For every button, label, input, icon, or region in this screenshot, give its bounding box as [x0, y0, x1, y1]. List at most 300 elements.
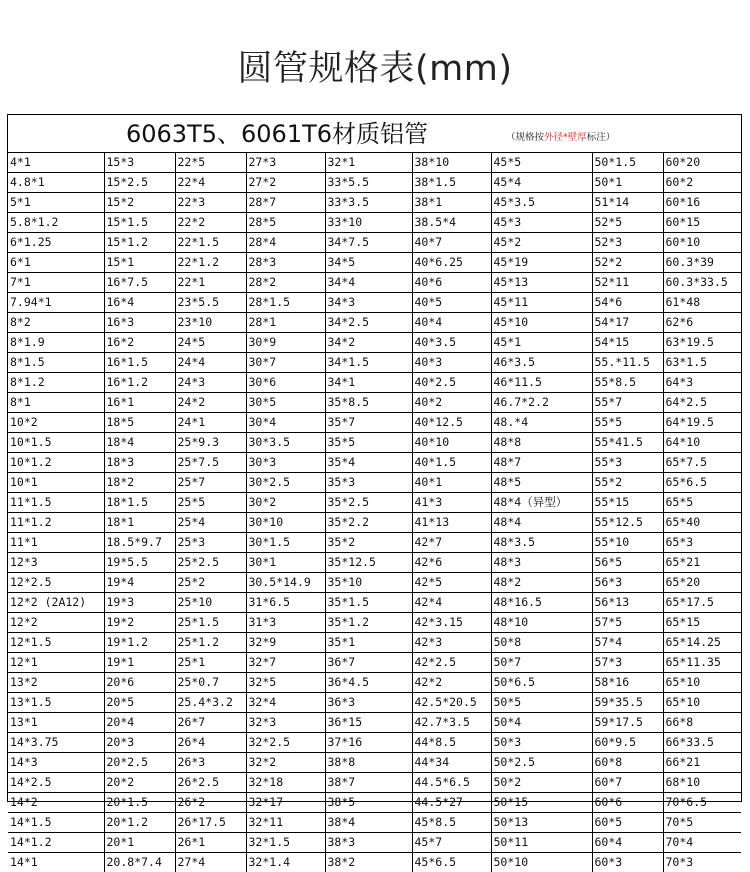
- table-cell: 57*5: [592, 613, 663, 633]
- table-cell: 42.7*3.5: [412, 713, 491, 733]
- table-cell: 26*2.5: [175, 773, 246, 793]
- table-cell: 35*2.2: [325, 513, 412, 533]
- table-cell: 14*2.5: [8, 773, 104, 793]
- table-cell: 50*2.5: [491, 753, 592, 773]
- table-cell: 38*4: [325, 813, 412, 833]
- table-cell: 60*3: [592, 853, 663, 872]
- table-cell: 42*7: [412, 533, 491, 553]
- table-cell: 34*4: [325, 273, 412, 293]
- table-cell: 40*1.5: [412, 453, 491, 473]
- table-row: [8, 433, 741, 453]
- table-cell: 57*4: [592, 633, 663, 653]
- table-cell: 59*17.5: [592, 713, 663, 733]
- table-row: [8, 453, 741, 473]
- table-row: [8, 673, 741, 693]
- table-cell: 25*7: [175, 473, 246, 493]
- table-cell: 30*6: [246, 373, 325, 393]
- table-cell: 32*18: [246, 773, 325, 793]
- table-cell: 40*7: [412, 233, 491, 253]
- table-cell: 34*5: [325, 253, 412, 273]
- table-cell: 15*1: [104, 253, 175, 273]
- table-cell: 35*1.2: [325, 613, 412, 633]
- table-cell: 24*4: [175, 353, 246, 373]
- table-cell: 40*12.5: [412, 413, 491, 433]
- table-cell: 70*6.5: [663, 793, 741, 813]
- table-cell: 18*5: [104, 413, 175, 433]
- table-cell: 35*2.5: [325, 493, 412, 513]
- table-cell: 64*19.5: [663, 413, 741, 433]
- table-cell: 57*3: [592, 653, 663, 673]
- table-cell: 45*3: [491, 213, 592, 233]
- table-cell: 20*6: [104, 673, 175, 693]
- table-cell: 45*19: [491, 253, 592, 273]
- table-cell: 50*3: [491, 733, 592, 753]
- table-row: [8, 493, 741, 513]
- table-cell: 8*1: [8, 393, 104, 413]
- table-cell: 40*6.25: [412, 253, 491, 273]
- table-row: [8, 153, 741, 173]
- table-cell: 15*3: [104, 153, 175, 173]
- table-cell: 63*19.5: [663, 333, 741, 353]
- table-cell: 25*5: [175, 493, 246, 513]
- table-cell: 30.5*14.9: [246, 573, 325, 593]
- table-cell: 46*3.5: [491, 353, 592, 373]
- table-cell: 19*4: [104, 573, 175, 593]
- table-cell: 10*1.5: [8, 433, 104, 453]
- table-cell: 42*2: [412, 673, 491, 693]
- table-cell: 45*4: [491, 173, 592, 193]
- table-cell: 28*3: [246, 253, 325, 273]
- table-cell: 65*5: [663, 493, 741, 513]
- table-cell: 25*0.7: [175, 673, 246, 693]
- table-cell: 25*1: [175, 653, 246, 673]
- table-cell: 18*1.5: [104, 493, 175, 513]
- table-cell: 64*2.5: [663, 393, 741, 413]
- table-cell: 35*3: [325, 473, 412, 493]
- table-cell: 22*2: [175, 213, 246, 233]
- table-cell: 35*5: [325, 433, 412, 453]
- table-cell: 65*11.35: [663, 653, 741, 673]
- table-cell: 48*4: [491, 513, 592, 533]
- table-cell: 42*4: [412, 593, 491, 613]
- table-cell: 12*2 (2A12): [8, 593, 104, 613]
- table-cell: 38*2: [325, 853, 412, 872]
- table-cell: 24*3: [175, 373, 246, 393]
- table-cell: 30*3: [246, 453, 325, 473]
- table-cell: 18.5*9.7: [104, 533, 175, 553]
- table-cell: 25.4*3.2: [175, 693, 246, 713]
- table-cell: 50*10: [491, 853, 592, 872]
- table-cell: 15*1.2: [104, 233, 175, 253]
- table-cell: 26*2: [175, 793, 246, 813]
- table-cell: 6*1.25: [8, 233, 104, 253]
- table-cell: 50*6.5: [491, 673, 592, 693]
- table-cell: 60*15: [663, 213, 741, 233]
- table-cell: 32*7: [246, 653, 325, 673]
- table-cell: 19*1.2: [104, 633, 175, 653]
- table-cell: 23*10: [175, 313, 246, 333]
- table-cell: 32*5: [246, 673, 325, 693]
- table-cell: 23*5.5: [175, 293, 246, 313]
- table-cell: 59*35.5: [592, 693, 663, 713]
- table-cell: 32*1: [325, 153, 412, 173]
- table-row: [8, 553, 741, 573]
- table-cell: 28*7: [246, 193, 325, 213]
- table-cell: 31*3: [246, 613, 325, 633]
- table-cell: 22*1.5: [175, 233, 246, 253]
- table-cell: 65*6.5: [663, 473, 741, 493]
- table-cell: 28*2: [246, 273, 325, 293]
- table-cell: 25*1.5: [175, 613, 246, 633]
- table-cell: 35*12.5: [325, 553, 412, 573]
- table-cell: 40*1: [412, 473, 491, 493]
- table-cell: 38.5*4: [412, 213, 491, 233]
- table-cell: 66*21: [663, 753, 741, 773]
- table-cell: 24*5: [175, 333, 246, 353]
- table-cell: 8*1.2: [8, 373, 104, 393]
- table-cell: 16*3: [104, 313, 175, 333]
- spec-note-suffix: 标注）: [587, 132, 616, 143]
- table-cell: 30*5: [246, 393, 325, 413]
- table-row: [8, 333, 741, 353]
- sheet-header: [8, 115, 741, 153]
- table-cell: 20*4: [104, 713, 175, 733]
- table-cell: 44.5*6.5: [412, 773, 491, 793]
- table-cell: 55*3: [592, 453, 663, 473]
- table-cell: 65*14.25: [663, 633, 741, 653]
- table-cell: 65*40: [663, 513, 741, 533]
- spec-table-body: [8, 153, 741, 872]
- spec-note-prefix: （规格按: [506, 132, 544, 143]
- table-cell: 50*8: [491, 633, 592, 653]
- table-cell: 36*7: [325, 653, 412, 673]
- table-cell: 34*7.5: [325, 233, 412, 253]
- table-cell: 68*10: [663, 773, 741, 793]
- table-cell: 25*10: [175, 593, 246, 613]
- table-cell: 45*5: [491, 153, 592, 173]
- table-cell: 40*2: [412, 393, 491, 413]
- table-cell: 32*1.5: [246, 833, 325, 853]
- table-row: [8, 513, 741, 533]
- table-cell: 50*15: [491, 793, 592, 813]
- table-cell: 66*33.5: [663, 733, 741, 753]
- table-cell: 4.8*1: [8, 173, 104, 193]
- table-cell: 33*10: [325, 213, 412, 233]
- table-cell: 60*5: [592, 813, 663, 833]
- table-cell: 50*5: [491, 693, 592, 713]
- table-cell: 16*7.5: [104, 273, 175, 293]
- table-cell: 48*3: [491, 553, 592, 573]
- table-cell: 22*5: [175, 153, 246, 173]
- table-cell: 16*1: [104, 393, 175, 413]
- table-cell: 30*2.5: [246, 473, 325, 493]
- table-cell: 55*7: [592, 393, 663, 413]
- page-title: 圆管规格表(mm): [0, 44, 750, 94]
- table-cell: 18*4: [104, 433, 175, 453]
- table-row: [8, 473, 741, 493]
- table-cell: 60.3*39: [663, 253, 741, 273]
- table-cell: 63*1.5: [663, 353, 741, 373]
- table-cell: 24*1: [175, 413, 246, 433]
- table-cell: 50*13: [491, 813, 592, 833]
- table-cell: 32*4: [246, 693, 325, 713]
- material-heading: 6063T5、6061T6材质铝管: [126, 117, 428, 151]
- table-cell: 65*7.5: [663, 453, 741, 473]
- table-cell: 38*3: [325, 833, 412, 853]
- table-row: [8, 853, 741, 872]
- table-cell: 44*34: [412, 753, 491, 773]
- table-cell: 34*1.5: [325, 353, 412, 373]
- table-cell: 35*1.5: [325, 593, 412, 613]
- table-cell: 30*1.5: [246, 533, 325, 553]
- table-cell: 8*1.5: [8, 353, 104, 373]
- table-cell: 10*1.2: [8, 453, 104, 473]
- table-cell: 40*6: [412, 273, 491, 293]
- table-cell: 10*2: [8, 413, 104, 433]
- table-cell: 35*10: [325, 573, 412, 593]
- table-cell: 48*3.5: [491, 533, 592, 553]
- table-row: [8, 693, 741, 713]
- table-cell: 22*1.2: [175, 253, 246, 273]
- table-cell: 52*11: [592, 273, 663, 293]
- table-cell: 19*2: [104, 613, 175, 633]
- table-cell: 65*15: [663, 613, 741, 633]
- table-cell: 40*10: [412, 433, 491, 453]
- table-cell: 10*1: [8, 473, 104, 493]
- table-cell: 56*3: [592, 573, 663, 593]
- table-row: [8, 193, 741, 213]
- table-row: [8, 613, 741, 633]
- table-cell: 42*6: [412, 553, 491, 573]
- table-cell: 26*1: [175, 833, 246, 853]
- table-cell: 13*2: [8, 673, 104, 693]
- table-cell: 56*13: [592, 593, 663, 613]
- table-row: [8, 713, 741, 733]
- table-cell: 45*11: [491, 293, 592, 313]
- table-cell: 20*1.2: [104, 813, 175, 833]
- table-row: [8, 313, 741, 333]
- table-cell: 22*3: [175, 193, 246, 213]
- table-cell: 64*3: [663, 373, 741, 393]
- table-cell: 32*2: [246, 753, 325, 773]
- table-cell: 65*3: [663, 533, 741, 553]
- table-cell: 55.*11.5: [592, 353, 663, 373]
- table-row: [8, 413, 741, 433]
- table-cell: 24*2: [175, 393, 246, 413]
- table-cell: 5.8*1.2: [8, 213, 104, 233]
- table-cell: 46*11.5: [491, 373, 592, 393]
- table-cell: 25*7.5: [175, 453, 246, 473]
- table-cell: 20*1: [104, 833, 175, 853]
- table-cell: 35*7: [325, 413, 412, 433]
- table-cell: 65*21: [663, 553, 741, 573]
- table-row: [8, 813, 741, 833]
- table-row: [8, 533, 741, 553]
- table-cell: 64*10: [663, 433, 741, 453]
- table-cell: 32*11: [246, 813, 325, 833]
- table-cell: 20*2: [104, 773, 175, 793]
- table-row: [8, 293, 741, 313]
- table-cell: 15*2: [104, 193, 175, 213]
- table-cell: 50*4: [491, 713, 592, 733]
- table-cell: 40*4: [412, 313, 491, 333]
- table-cell: 55*41.5: [592, 433, 663, 453]
- table-row: [8, 773, 741, 793]
- table-cell: 8*1.9: [8, 333, 104, 353]
- table-cell: 30*7: [246, 353, 325, 373]
- table-cell: 19*5.5: [104, 553, 175, 573]
- table-cell: 50*1.5: [592, 153, 663, 173]
- table-cell: 44.5*27: [412, 793, 491, 813]
- table-cell: 55*5: [592, 413, 663, 433]
- spec-note-outer: 外径: [544, 132, 563, 143]
- table-row: [8, 573, 741, 593]
- table-cell: 35*4: [325, 453, 412, 473]
- table-cell: 60*2: [663, 173, 741, 193]
- table-cell: 27*3: [246, 153, 325, 173]
- table-row: [8, 373, 741, 393]
- table-cell: 44*8.5: [412, 733, 491, 753]
- table-cell: 7*1: [8, 273, 104, 293]
- table-cell: 16*4: [104, 293, 175, 313]
- table-cell: 56*5: [592, 553, 663, 573]
- table-cell: 60*4: [592, 833, 663, 853]
- table-cell: 58*16: [592, 673, 663, 693]
- table-cell: 14*1.5: [8, 813, 104, 833]
- table-cell: 48*5: [491, 473, 592, 493]
- table-cell: 41*13: [412, 513, 491, 533]
- table-cell: 22*1: [175, 273, 246, 293]
- table-cell: 15*2.5: [104, 173, 175, 193]
- table-cell: 60*20: [663, 153, 741, 173]
- table-cell: 62*6: [663, 313, 741, 333]
- table-cell: 14*3.75: [8, 733, 104, 753]
- table-cell: 45*2: [491, 233, 592, 253]
- table-cell: 33*5.5: [325, 173, 412, 193]
- table-cell: 13*1.5: [8, 693, 104, 713]
- table-row: [8, 593, 741, 613]
- table-cell: 50*2: [491, 773, 592, 793]
- table-cell: 50*1: [592, 173, 663, 193]
- table-cell: 55*12.5: [592, 513, 663, 533]
- table-cell: 6*1: [8, 253, 104, 273]
- table-cell: 41*3: [412, 493, 491, 513]
- table-row: [8, 733, 741, 753]
- table-cell: 26*4: [175, 733, 246, 753]
- table-cell: 38*1: [412, 193, 491, 213]
- table-cell: 61*48: [663, 293, 741, 313]
- table-cell: 12*1: [8, 653, 104, 673]
- table-cell: 12*2.5: [8, 573, 104, 593]
- table-cell: 48.*4: [491, 413, 592, 433]
- table-cell: 35*1: [325, 633, 412, 653]
- spec-note-sep: *: [563, 132, 568, 143]
- table-row: [8, 273, 741, 293]
- table-cell: 26*7: [175, 713, 246, 733]
- table-cell: 45*7: [412, 833, 491, 853]
- table-cell: 52*2: [592, 253, 663, 273]
- table-cell: 20*1.5: [104, 793, 175, 813]
- table-cell: 25*2: [175, 573, 246, 593]
- table-cell: 38*7: [325, 773, 412, 793]
- spec-sheet: [7, 114, 742, 802]
- table-cell: 60*16: [663, 193, 741, 213]
- table-cell: 42*3.15: [412, 613, 491, 633]
- table-cell: 65*10: [663, 673, 741, 693]
- table-cell: 16*1.5: [104, 353, 175, 373]
- table-cell: 34*3: [325, 293, 412, 313]
- table-cell: 50*7: [491, 653, 592, 673]
- table-cell: 18*3: [104, 453, 175, 473]
- table-row: [8, 233, 741, 253]
- table-cell: 11*1.2: [8, 513, 104, 533]
- table-cell: 45*8.5: [412, 813, 491, 833]
- table-cell: 55*8.5: [592, 373, 663, 393]
- table-cell: 15*1.5: [104, 213, 175, 233]
- table-cell: 12*3: [8, 553, 104, 573]
- table-cell: 26*17.5: [175, 813, 246, 833]
- table-cell: 18*1: [104, 513, 175, 533]
- table-cell: 60*10: [663, 233, 741, 253]
- table-cell: 36*4.5: [325, 673, 412, 693]
- table-cell: 50*11: [491, 833, 592, 853]
- table-cell: 34*2.5: [325, 313, 412, 333]
- table-cell: 52*5: [592, 213, 663, 233]
- spec-note: [506, 131, 615, 145]
- table-cell: 70*3: [663, 853, 741, 872]
- table-cell: 37*16: [325, 733, 412, 753]
- table-cell: 7.94*1: [8, 293, 104, 313]
- table-cell: 20*5: [104, 693, 175, 713]
- table-cell: 46.7*2.2: [491, 393, 592, 413]
- table-cell: 48*16.5: [491, 593, 592, 613]
- table-cell: 18*2: [104, 473, 175, 493]
- table-cell: 34*2: [325, 333, 412, 353]
- table-cell: 40*2.5: [412, 373, 491, 393]
- spec-table: [8, 153, 741, 872]
- table-cell: 42*3: [412, 633, 491, 653]
- table-cell: 65*10: [663, 693, 741, 713]
- table-cell: 38*5: [325, 793, 412, 813]
- table-cell: 28*4: [246, 233, 325, 253]
- table-cell: 30*1: [246, 553, 325, 573]
- table-cell: 4*1: [8, 153, 104, 173]
- spec-note-wall: 壁厚: [568, 132, 587, 143]
- table-row: [8, 353, 741, 373]
- table-cell: 32*9: [246, 633, 325, 653]
- table-cell: 40*3: [412, 353, 491, 373]
- table-cell: 70*5: [663, 813, 741, 833]
- table-cell: 54*15: [592, 333, 663, 353]
- table-cell: 31*6.5: [246, 593, 325, 613]
- table-row: [8, 213, 741, 233]
- table-cell: 28*1: [246, 313, 325, 333]
- table-cell: 48*7: [491, 453, 592, 473]
- table-row: [8, 833, 741, 853]
- table-cell: 14*1.2: [8, 833, 104, 853]
- table-cell: 35*8.5: [325, 393, 412, 413]
- table-cell: 28*1.5: [246, 293, 325, 313]
- table-cell: 32*1.4: [246, 853, 325, 872]
- table-cell: 30*2: [246, 493, 325, 513]
- table-cell: 45*10: [491, 313, 592, 333]
- table-row: [8, 753, 741, 773]
- table-cell: 40*5: [412, 293, 491, 313]
- table-cell: 70*4: [663, 833, 741, 853]
- table-cell: 33*3.5: [325, 193, 412, 213]
- table-cell: 55*10: [592, 533, 663, 553]
- table-cell: 30*4: [246, 413, 325, 433]
